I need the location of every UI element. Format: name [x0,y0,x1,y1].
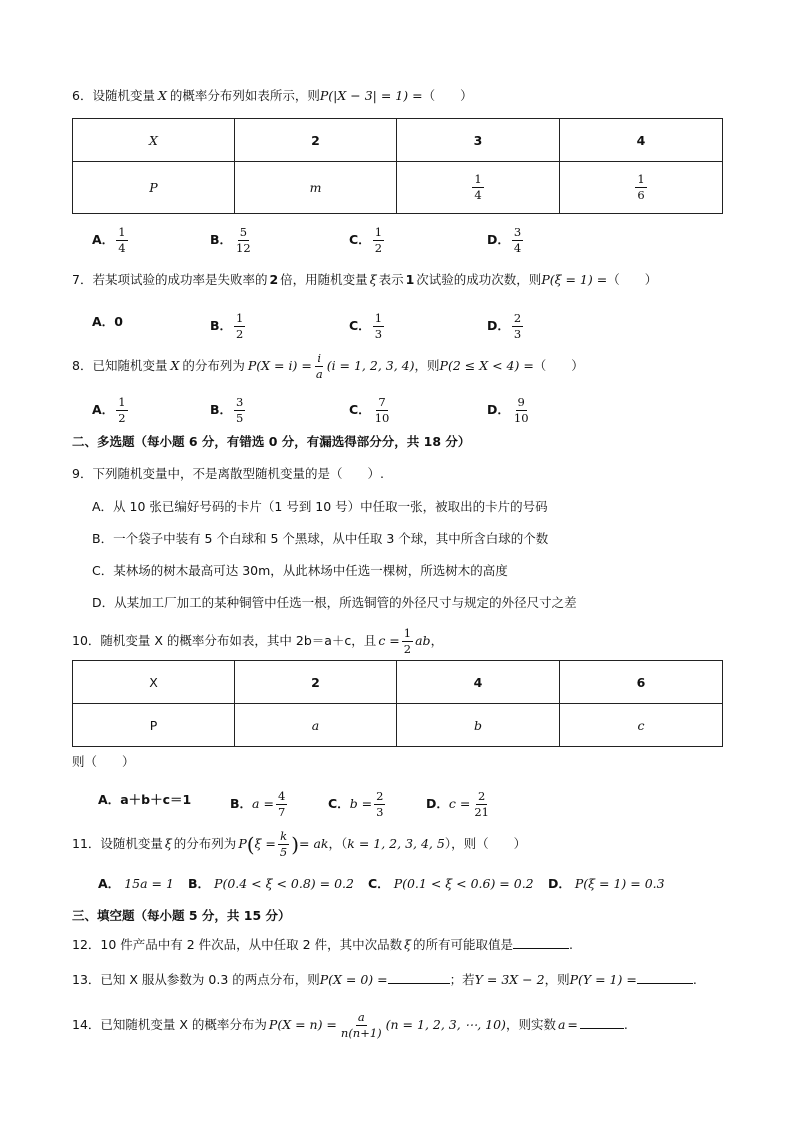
q11-stem-c: ，（ [328,836,348,851]
q10-option-c[interactable] [328,790,387,819]
q6-stem [72,86,473,106]
q14-frac-den: n(n+1) [340,1026,382,1040]
q6-row-m: m [235,162,397,214]
q13-expr-a: P(X = 0) = [319,972,388,987]
q10-option-d-den: 21 [474,805,489,819]
q7-option-b-num: 1 [236,311,244,325]
q7-two: 2 [269,272,279,287]
q10-row-c: c [560,704,723,747]
q7-option-c[interactable] [349,312,386,341]
q13-answer-blank-2[interactable] [637,971,693,984]
q10-option-c-num: 2 [376,789,384,803]
q8-option-a[interactable] [92,396,130,425]
q10-frac-den: 2 [403,642,412,656]
q10-stem-b: ， [430,633,444,648]
q11-option-c-text: P(0.1 < ξ < 0.6) = 0.2 [393,876,534,891]
q8-expr-a: P(X = i) = [247,358,312,373]
q12-stem-b: 的所有可能取值是 [412,937,513,952]
q10-option-c-den: 3 [376,805,384,819]
q14-expr-a: P(X = n) = [268,1017,337,1032]
q6-option-b[interactable] [210,226,255,255]
q6-stem-a: 6．设随机变量 [72,88,155,103]
q6-header-3: 3 [397,119,560,162]
q6-header-x: X [73,119,235,162]
q7-stem-b: 倍，用随机变量 [280,272,368,287]
q6-option-c-den: 2 [374,241,383,255]
q6-header-2: 2 [235,119,397,162]
q10-option-a[interactable] [98,790,191,810]
q6-option-c-num: 1 [374,225,383,239]
q10-option-b-pre: a = [252,796,274,811]
q8-option-c-den: 10 [374,411,390,425]
q11-option-d[interactable] [548,874,665,894]
q6-paren: （ ） [422,88,473,103]
q6-stem-b: 的概率分布列如表所示，则 [169,88,320,103]
q10-stem [72,627,443,656]
q11-option-a[interactable] [98,874,174,894]
q10-option-d-label: D． [426,796,449,811]
q7-xi: ξ [369,272,377,287]
q8-option-a-label: A． [92,402,115,417]
q8-option-c-num: 7 [378,395,386,409]
q6-quarter-num: 1 [474,172,482,186]
q11-frac-num: k [280,829,288,843]
q12-stem-a: 12．10 件产品中有 2 件次品，从中任取 2 件，其中次品数 [72,937,403,952]
q6-row-label: P [73,162,235,214]
q8-option-a-den: 2 [118,411,126,425]
q10-option-b-den: 7 [277,805,286,819]
q6-expr: P(|X − 3| = 1) = [319,88,423,103]
q10-row-label: P [73,704,235,747]
q10-row-a: a [235,704,397,747]
q10-option-d-pre: c = [448,796,471,811]
q8-stem [72,352,584,381]
q14-frac-num: a [357,1010,365,1024]
q8-option-b-label: B． [210,402,233,417]
q6-option-b-label: B． [210,232,233,247]
q6-option-d-num: 3 [513,225,522,239]
q6-option-b-den: 12 [236,241,251,255]
q10-option-b[interactable] [230,790,289,819]
q13-answer-blank-1[interactable] [388,971,450,984]
q14-eq: = [567,1017,578,1032]
q6-option-a-den: 4 [118,241,126,255]
q8-option-b-num: 3 [236,395,244,409]
q11-option-d-text: P(ξ = 1) = 0.3 [574,876,665,891]
q10-frac-num: 1 [403,626,412,640]
q6-option-d-label: D． [487,232,510,247]
q10-option-a-text: a＋b＋c＝1 [120,792,192,807]
q7-option-a-text: 0 [114,314,123,329]
q8-stem-b: 的分布列为 [182,358,245,373]
q13-expr-c: P(Y = 1) = [569,972,637,987]
q9-option-a[interactable]: A．从 10 张已编好号码的卡片（1 号到 10 号）中任取一张，被取出的卡片的号码 [92,499,548,514]
q11-option-d-label: D． [548,876,571,891]
q6-option-d[interactable] [487,226,525,255]
q8-option-d-den: 10 [513,411,529,425]
q10-header-6: 6 [560,661,723,704]
q10-after: 则（ ） [72,754,135,769]
q6-option-a-num: 1 [118,225,126,239]
q9-option-b[interactable]: B．一个袋子中装有 5 个白球和 5 个黑球，从中任取 3 个球，其中所含白球的个数 [92,531,549,546]
q8-var-x: X [170,358,180,373]
q7-option-d-label: D． [487,318,510,333]
q10-option-a-label: A． [98,792,121,807]
q11-option-b[interactable] [188,874,354,894]
q11-stem [72,830,526,859]
q7-stem-d: 次试验的成功次数，则 [416,272,542,287]
q9-option-d[interactable]: D．从某加工厂加工的某种铜管中任选一根，所选铜管的外径尺寸与规定的外径尺寸之差 [92,595,577,610]
q10-expr-a: c = [378,633,400,648]
section3-title: 三、填空题（每小题 5 分，共 15 分） [72,908,291,923]
q13-end: . [692,972,697,987]
q7-option-a[interactable] [92,312,123,332]
q8-stem-a: 8．已知随机变量 [72,358,168,373]
q7-option-c-den: 3 [374,327,383,341]
q8-option-d-label: D． [487,402,510,417]
q8-option-b[interactable] [210,396,247,425]
q13-mid: ；若 [449,972,475,987]
q11-expr-c: = ak [299,836,329,851]
q8-expr-b: (i = 1, 2, 3, 4) [326,358,415,373]
q10-stem-a: 10．随机变量 X 的概率分布如表，其中 2b＝a＋c，且 [72,633,377,648]
q10-option-b-num: 4 [277,789,286,803]
q12-answer-blank[interactable] [513,936,569,949]
q11-expr-d: k = 1, 2, 3, 4, 5 [347,836,445,851]
q14-expr-b: (n = 1, 2, 3, ⋯, 10) [385,1017,506,1032]
q14-end: . [623,1017,628,1032]
q11-stem-a: 11．设随机变量 [72,836,163,851]
q8-paren: （ ） [533,358,584,373]
q10-table [72,660,723,747]
q9-option-c[interactable]: C．某林场的树木最高可达 30m，从此林场中任选一棵树，所选树木的高度 [92,563,508,578]
q10-option-d-num: 2 [478,789,486,803]
q6-sixth-num: 1 [637,172,645,186]
q8-option-a-num: 1 [118,395,126,409]
q9-stem: 9．下列随机变量中，不是离散型随机变量的是（ ）. [72,466,384,481]
q12-stem [72,935,573,955]
q10-header-x: X [73,661,235,704]
q14-stem-b: ，则实数 [505,1017,556,1032]
q11-stem-d: ），则（ ） [444,836,527,851]
q7-paren: （ ） [607,272,658,287]
q8-option-d-num: 9 [517,395,525,409]
q10-option-c-label: C． [328,796,350,811]
q11-right-paren: ) [291,832,300,857]
q7-option-a-label: A． [92,314,115,329]
q10-option-d[interactable] [426,790,493,819]
q6-option-c-label: C． [349,232,371,247]
q13-stem [72,970,697,990]
q7-option-b-den: 2 [236,327,244,341]
q7-option-d-num: 2 [513,311,522,325]
q11-option-a-label: A． [98,876,121,891]
q6-quarter-den: 4 [474,188,482,202]
q7-stem-c: 表示 [378,272,404,287]
q7-expr: P(ξ = 1) = [541,272,608,287]
q7-stem-a: 7．若某项试验的成功率是失败率的 [72,272,268,287]
q6-option-c[interactable] [349,226,386,255]
q6-table [72,118,723,214]
q6-sixth-den: 6 [637,188,645,202]
q8-option-c[interactable] [349,396,393,425]
q8-option-d[interactable] [487,396,533,425]
q7-option-b[interactable] [210,312,247,341]
q13-mid2: ，则 [544,972,570,987]
q7-stem [72,270,657,290]
q6-option-b-num: 5 [239,225,248,239]
q8-option-c-label: C． [349,402,371,417]
q11-expr-b: ξ = [254,836,276,851]
q7-one: 1 [405,272,415,287]
q10-header-2: 2 [235,661,397,704]
q14-stem [72,1010,628,1040]
q10-expr-b: ab [415,633,431,648]
q13-stem-a: 13．已知 X 服从参数为 0.3 的两点分布，则 [72,972,320,987]
q11-xi: ξ [164,836,172,851]
q7-option-c-label: C． [349,318,371,333]
q8-frac-den: a [315,367,323,381]
q11-option-b-label: B． [188,876,211,891]
q10-option-b-label: B． [230,796,253,811]
q8-option-b-den: 5 [236,411,244,425]
q8-expr-c: P(2 ≤ X < 4) = [439,358,534,373]
q10-option-c-pre: b = [349,796,373,811]
q8-frac-num: i [317,351,322,365]
q14-answer-blank[interactable] [580,1016,624,1029]
q11-option-c-label: C． [368,876,390,891]
q7-option-d-den: 3 [513,327,522,341]
q6-row-quarter [397,162,560,214]
q10-row-b: b [397,704,560,747]
q14-var-a: a [557,1017,566,1032]
q14-stem-a: 14．已知随机变量 X 的概率分布为 [72,1017,267,1032]
q11-left-paren: ( [246,832,255,857]
q6-option-d-den: 4 [513,241,522,255]
q12-xi: ξ [404,937,411,952]
q11-option-b-text: P(0.4 < ξ < 0.8) = 0.2 [214,876,354,891]
q11-stem-b: 的分布列为 [173,836,237,851]
q11-expr-a: P [238,836,247,851]
q7-option-c-num: 1 [374,311,383,325]
q6-header-4: 4 [560,119,723,162]
q7-option-d[interactable] [487,312,525,341]
q11-option-c[interactable] [368,874,534,894]
q10-header-4: 4 [397,661,560,704]
q12-end: . [569,937,573,952]
q11-option-a-text: 15a = 1 [124,876,174,891]
q6-option-a[interactable] [92,226,130,255]
section2-title: 二、多选题（每小题 6 分，有错选 0 分，有漏选得部分分，共 18 分） [72,434,471,449]
q11-frac-den: 5 [279,845,288,859]
q6-option-a-label: A． [92,232,115,247]
q6-row-sixth [560,162,723,214]
q6-var-x: X [157,88,167,103]
q13-expr-b: Y = 3X − 2 [474,972,545,987]
q8-stem-c: ，则 [414,358,440,373]
q7-option-b-label: B． [210,318,233,333]
